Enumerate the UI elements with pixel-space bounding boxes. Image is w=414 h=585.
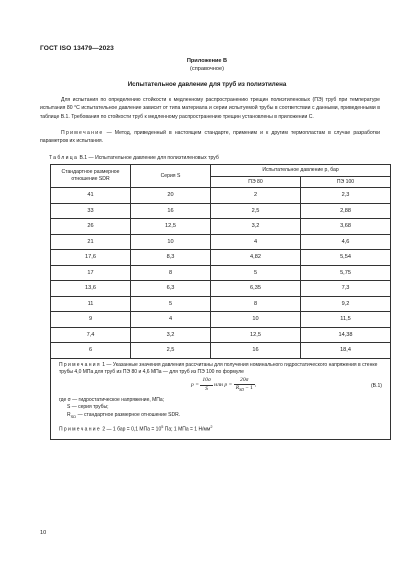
cell-pe100: 5,75 <box>301 265 391 281</box>
cell-pe80: 12,5 <box>211 327 301 343</box>
table-row <box>51 343 391 359</box>
formula-p-eq: p = <box>191 381 201 388</box>
table-note-2-tail: Па; 1 МПа = 1 Н/мм <box>163 427 211 434</box>
cell-pe100: 11,5 <box>301 312 391 328</box>
where-r <box>59 412 382 421</box>
table-notes <box>51 358 391 439</box>
table-note-1-label: Примечания <box>59 361 101 368</box>
table-row <box>51 219 391 235</box>
cell-pe80: 4,82 <box>211 250 301 266</box>
table-note-2-exp2: 2 <box>210 425 213 430</box>
table-caption-text: В.1 — Испытательное давление для полиэтиленовых труб <box>78 155 219 161</box>
pressure-table <box>50 164 391 440</box>
cell-pe100: 7,3 <box>301 281 391 297</box>
page-number: 10 <box>40 530 47 536</box>
cell-pe80: 4 <box>211 234 301 250</box>
table-caption <box>49 155 219 161</box>
cell-series: 8 <box>131 265 211 281</box>
where-r-text: — стандартное размерное отношение SDR. <box>76 411 181 418</box>
cell-series: 6,3 <box>131 281 211 297</box>
formula-fraction-2-denominator <box>234 385 255 394</box>
cell-series: 8,3 <box>131 250 211 266</box>
cell-pe80: 10 <box>211 312 301 328</box>
table-note-2-exp: 5 <box>161 425 164 430</box>
formula-fraction-1-denominator: S <box>205 385 208 392</box>
cell-series: 16 <box>131 203 211 219</box>
cell-series: 4 <box>131 312 211 328</box>
table-note-2 <box>59 424 382 434</box>
table-row <box>51 327 391 343</box>
cell-sdr: 41 <box>51 188 131 204</box>
standard-header: ГОСТ ISO 13479—2023 <box>40 45 114 52</box>
cell-pe100: 2,88 <box>301 203 391 219</box>
cell-pe100: 4,6 <box>301 234 391 250</box>
formula-fraction-2-den-r: R <box>235 385 240 392</box>
where-sigma: где σ — гидростатическое напряжение, МПа; <box>59 396 165 403</box>
cell-series: 3,2 <box>131 327 211 343</box>
cell-sdr: 7,4 <box>51 327 131 343</box>
cell-series: 10 <box>131 234 211 250</box>
note-label: Примечание <box>61 130 104 136</box>
appendix-title: Приложение В <box>186 58 228 64</box>
cell-series: 20 <box>131 188 211 204</box>
table-row <box>51 265 391 281</box>
cell-series: 5 <box>131 296 211 312</box>
cell-pe100: 5,54 <box>301 250 391 266</box>
cell-sdr: 6 <box>51 343 131 359</box>
cell-series: 12,5 <box>131 219 211 235</box>
header-pressure: Испытательное давление p, бар <box>211 165 391 177</box>
section-heading: Испытательное давление для труб из полиэтилена <box>127 81 287 88</box>
header-pe80: ПЭ 80 <box>211 177 301 188</box>
cell-sdr: 26 <box>51 219 131 235</box>
cell-sdr: 17,6 <box>51 250 131 266</box>
formula-row <box>59 377 382 397</box>
equation-number: (В.1) <box>370 382 383 389</box>
paragraph-intro <box>40 96 380 121</box>
cell-pe100: 9,2 <box>301 296 391 312</box>
where-r-sub: SD <box>70 413 77 419</box>
table-note-2-text: 2 — 1 бар = 0,1 МПа = 10 <box>100 427 162 434</box>
cell-pe100: 18,4 <box>301 343 391 359</box>
cell-pe80: 2 <box>211 188 301 204</box>
table-notes-row <box>51 358 391 439</box>
table-row <box>51 234 391 250</box>
formula-fraction-2-den-sub: SD <box>239 387 244 393</box>
header-sdr: Стандартное размерное отношение SDR <box>51 165 131 188</box>
table-row <box>51 312 391 328</box>
cell-pe80: 6,35 <box>211 281 301 297</box>
formula-fraction-2-numerator: 20σ <box>234 377 255 386</box>
cell-pe80: 3,2 <box>211 219 301 235</box>
table-row <box>51 203 391 219</box>
cell-sdr: 11 <box>51 296 131 312</box>
cell-sdr: 13,6 <box>51 281 131 297</box>
table-row <box>51 188 391 204</box>
header-pe100: ПЭ 100 <box>301 177 391 188</box>
cell-pe80: 2,5 <box>211 203 301 219</box>
paragraph-note <box>40 129 380 146</box>
table-note-1 <box>59 362 382 377</box>
where-s: S — серия трубы; <box>67 404 109 411</box>
cell-sdr: 33 <box>51 203 131 219</box>
cell-pe80: 16 <box>211 343 301 359</box>
cell-pe100: 14,38 <box>301 327 391 343</box>
formula-fraction-1 <box>200 377 212 393</box>
cell-pe80: 8 <box>211 296 301 312</box>
where-r-symbol: R <box>67 411 71 418</box>
cell-pe80: 5 <box>211 265 301 281</box>
note-text: — Метод, приведенный в настоящем стандарте, применим и к другим термопластам в случае разработки параметров их испытания. <box>40 130 380 145</box>
cell-sdr: 17 <box>51 265 131 281</box>
formula-fraction-2 <box>234 377 255 394</box>
formula-fraction-1-numerator: 10σ <box>200 377 212 386</box>
formula-b1 <box>191 377 256 394</box>
cell-sdr: 9 <box>51 312 131 328</box>
formula-fraction-2-den-tail: − 1 <box>244 385 253 392</box>
table-row <box>51 296 391 312</box>
table-note-2-label: Примечание <box>59 427 101 434</box>
table-row <box>51 250 391 266</box>
cell-sdr: 21 <box>51 234 131 250</box>
table-row <box>51 281 391 297</box>
appendix-subtitle: (справочное) <box>190 66 224 72</box>
header-series: Серия S <box>131 165 211 188</box>
cell-pe100: 3,68 <box>301 219 391 235</box>
table-caption-label: Таблица <box>49 155 79 161</box>
cell-series: 2,5 <box>131 343 211 359</box>
paragraph-intro-text: Для испытания по определению стойкости к медленному распространению трещин полиэтиленовых (ПЭ) труб при температуре испытания 80 °С испытательное давление зависит от типа материала и серии испытуемой трубы в соответствии с данными, приведенными в таблице В.1. Требования по стойкости труб к медленному распространению трещин установлены в приложении С. <box>40 97 380 120</box>
cell-pe100: 2,3 <box>301 188 391 204</box>
formula-p-eq-2: p = <box>224 381 234 388</box>
formula-tail: , <box>254 381 257 388</box>
formula-or: или <box>212 381 225 388</box>
table-note-1-text: 1 — Указанные значения давления рассчитаны для получения номинального гидростатического напряжения в стенке трубы 4,0 МПа для труб из ПЭ 80 и 4,6 МПа — для труб из ПЭ 100 по формуле <box>59 361 378 376</box>
